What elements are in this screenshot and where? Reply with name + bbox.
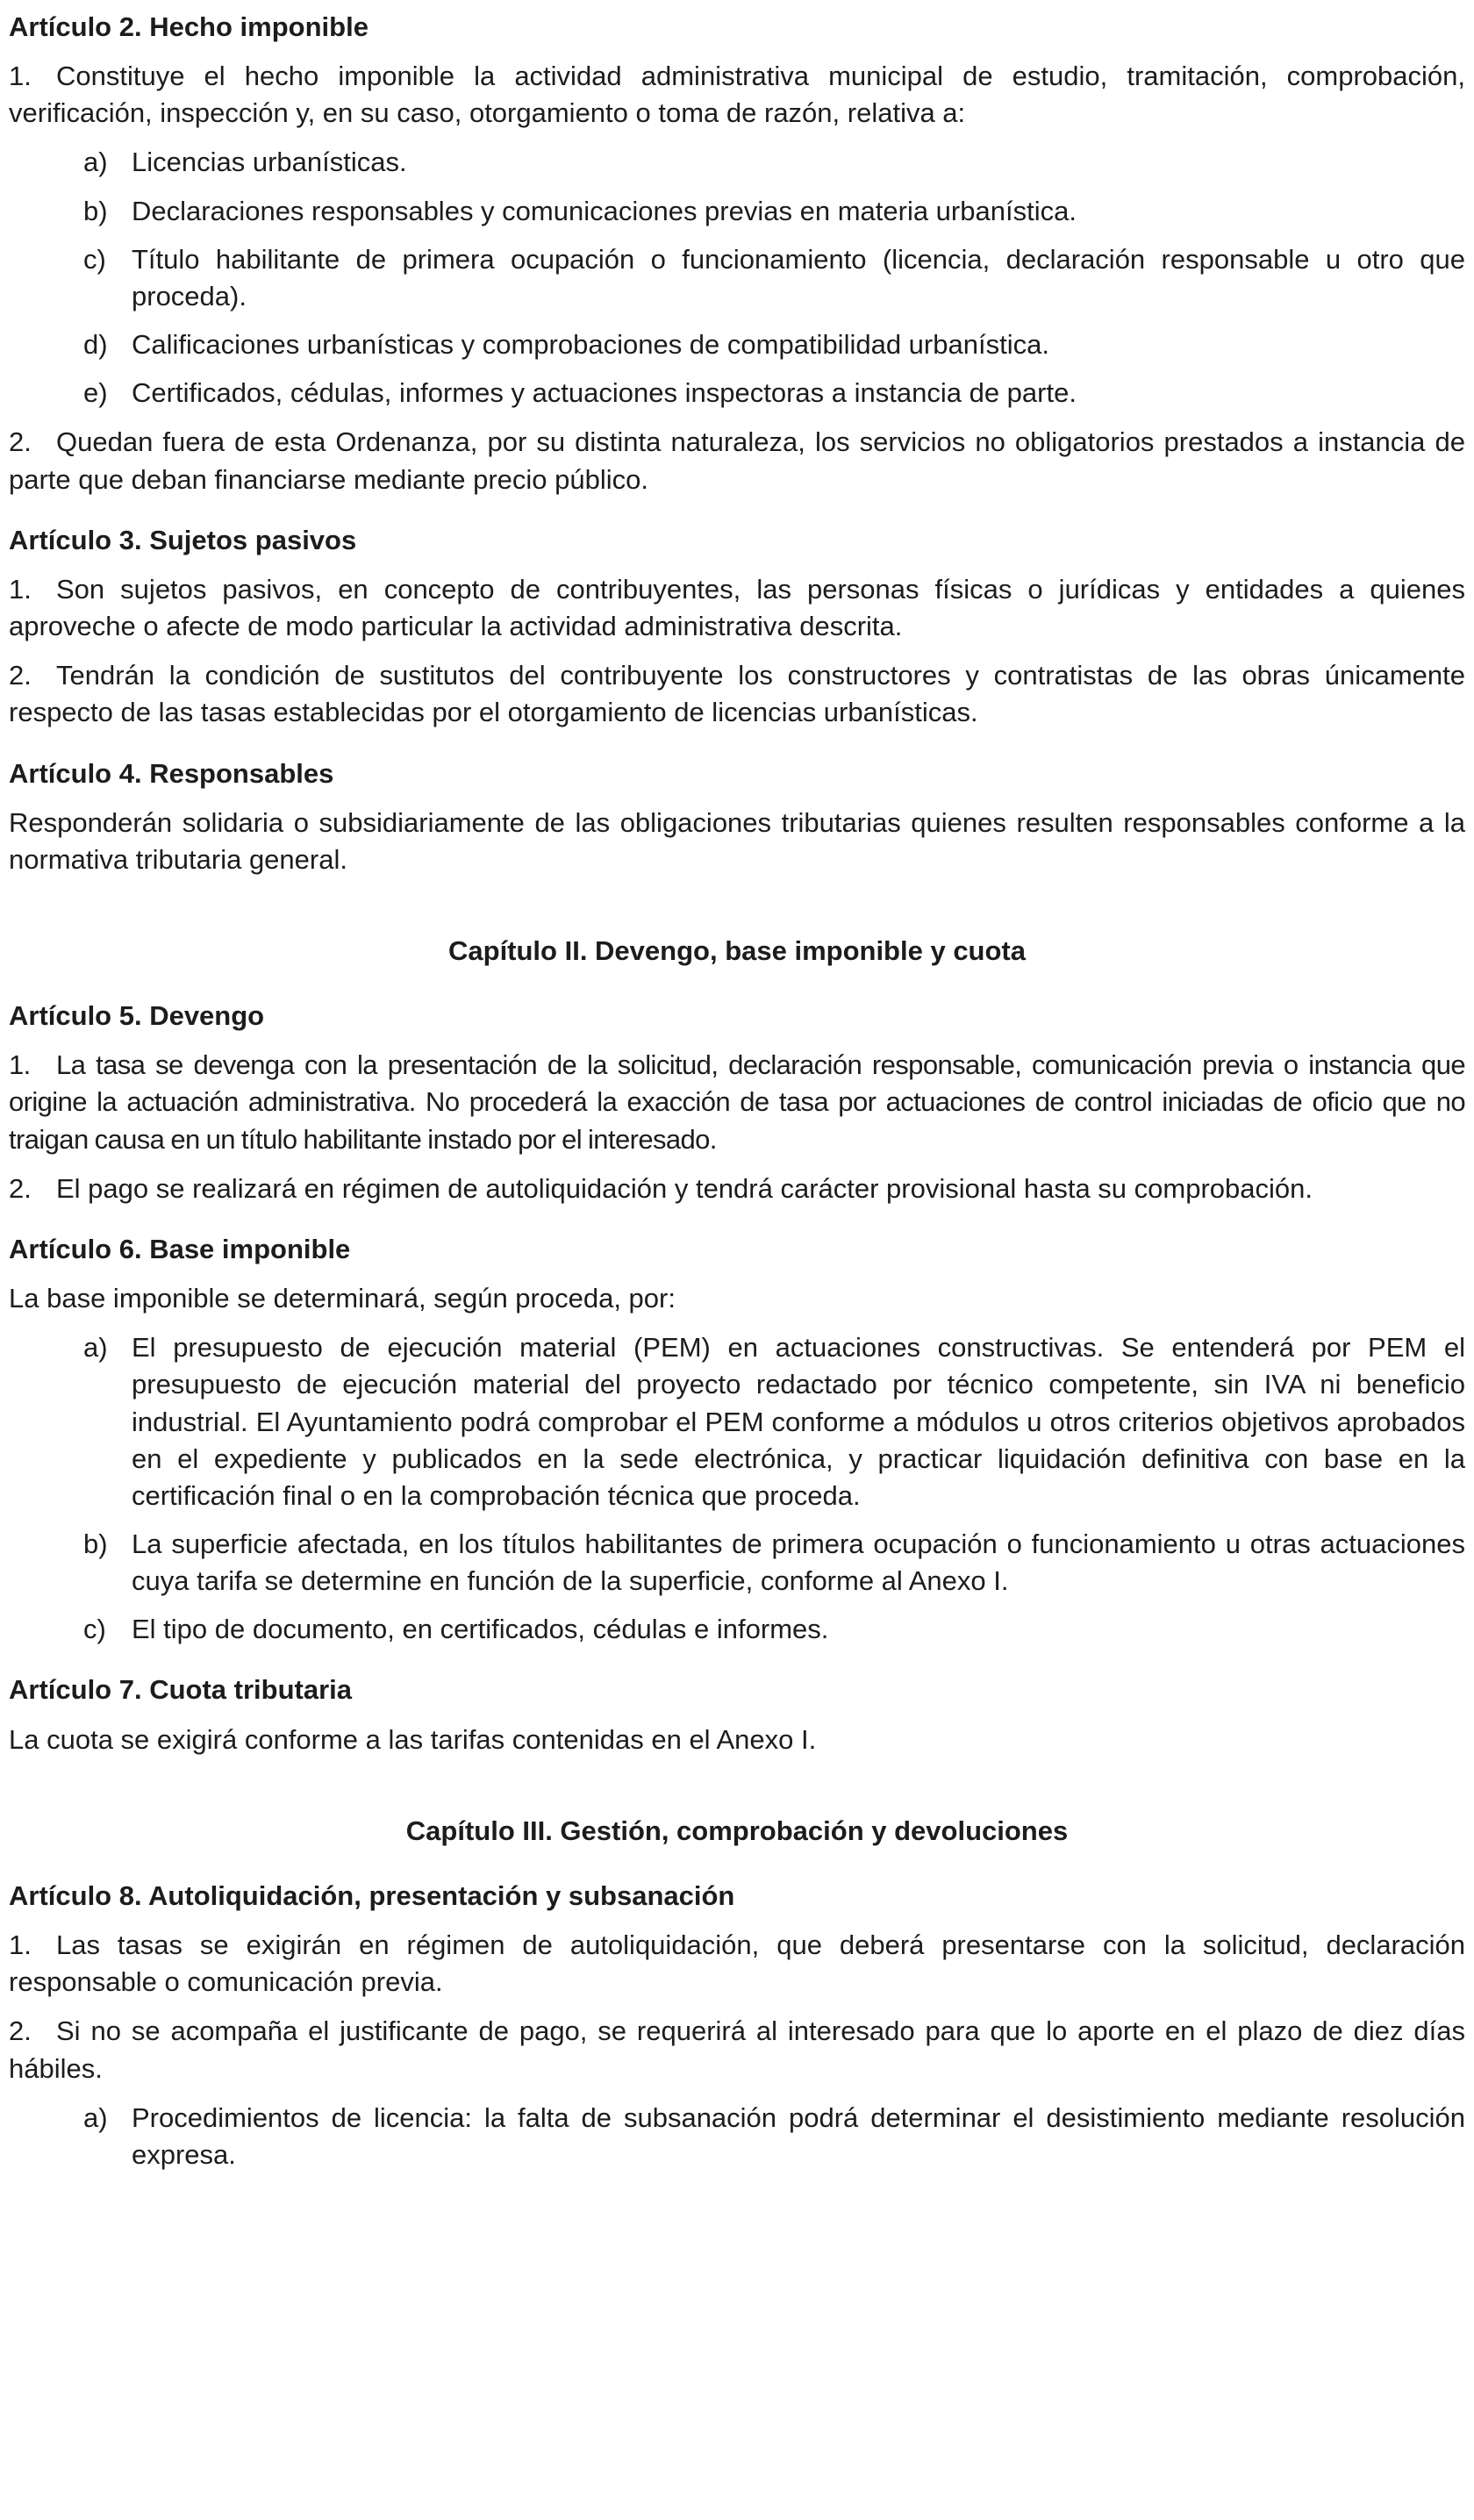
paragraph-number: 1.: [9, 1049, 31, 1081]
paragraph-number: 2.: [9, 2015, 32, 2047]
list-item-text: Procedimientos de licencia: la falta de subsanación podrá determinar el desistimiento mediante resolución expresa.: [132, 2101, 1465, 2170]
list-item-marker: b): [83, 195, 108, 226]
list-item-text: La superficie afectada, en los títulos habilitantes de primera ocupación o funcionamiento u otras actuaciones cuya tarifa se determine en función de la superficie, conforme al Anexo I.: [132, 1528, 1465, 1597]
paragraph-text: Son sujetos pasivos, en concepto de contribuyentes, las personas físicas o jurídicas y entidades a quienes aproveche o afecte de modo particular la actividad administrativa descrita.: [9, 573, 1465, 642]
list-item: [9, 193, 1465, 230]
chapter-heading: Capítulo II. Devengo, base imponible y cuota: [448, 934, 1026, 966]
list-item-text: Certificados, cédulas, informes y actuaciones inspectoras a instancia de parte.: [132, 377, 1077, 409]
list-item-marker: e): [83, 377, 108, 409]
paragraph-number: 1.: [9, 573, 32, 605]
article-heading: Artículo 5. Devengo: [9, 1000, 265, 1032]
paragraph-text: Constituye el hecho imponible la actividad administrativa municipal de estudio, tramitación, comprobación, verificación, inspección y, en su caso, otorgamiento o toma de razón, relativa a:: [9, 61, 1465, 129]
paragraph-text: Quedan fuera de esta Ordenanza, por su distinta naturaleza, los servicios no obligatorios prestados a instancia de parte que deban financiarse mediante precio público.: [9, 426, 1465, 495]
numbered-paragraph: [9, 657, 1465, 731]
numbered-paragraph: [9, 1171, 1465, 1207]
list-item: [9, 2100, 1465, 2173]
list-item: [9, 144, 1465, 181]
paragraph-text: Las tasas se exigirán en régimen de autoliquidación, que deberá presentarse con la solicitud, declaración responsable o comunicación previa.: [9, 1929, 1465, 1998]
chapter-heading: Capítulo III. Gestión, comprobación y devoluciones: [405, 1815, 1069, 1846]
list-item-text: El tipo de documento, en certificados, cédulas e informes.: [132, 1614, 829, 1645]
list-item: [9, 1329, 1465, 1514]
list-item-marker: a): [83, 147, 108, 178]
list-item-marker: c): [83, 1614, 106, 1645]
numbered-paragraph: [9, 1927, 1465, 2001]
numbered-paragraph: [9, 2013, 1465, 2087]
list-item-text: Título habilitante de primera ocupación o funcionamiento (licencia, declaración responsable u otro que proceda).: [132, 243, 1465, 311]
paragraph-number: 1.: [9, 1929, 32, 1961]
list-item-text: Calificaciones urbanísticas y comprobaciones de compatibilidad urbanística.: [132, 329, 1049, 361]
list-item-marker: c): [83, 243, 106, 275]
article-heading: Artículo 8. Autoliquidación, presentación y subsanación: [9, 1879, 735, 1911]
numbered-paragraph: [9, 571, 1465, 645]
paragraph: La cuota se exigirá conforme a las tarifas contenidas en el Anexo I.: [9, 1723, 817, 1755]
paragraph-number: 2.: [9, 1172, 32, 1204]
list-item: [9, 241, 1465, 315]
article-heading: Artículo 3. Sujetos pasivos: [9, 524, 357, 555]
paragraph-text: La tasa se devenga con la presentación de la solicitud, declaración responsable, comunicación previa o instancia que origine la actuación administrativa. No procederá la exacción de tasa por actuaciones de control iniciadas de oficio que no traigan causa en un título habilitante instado por el interesado.: [9, 1049, 1465, 1155]
numbered-paragraph: [9, 1047, 1465, 1157]
list-item-text: Declaraciones responsables y comunicaciones previas en materia urbanística.: [132, 195, 1077, 226]
list-item: [9, 375, 1465, 412]
paragraph: La base imponible se determinará, según proceda, por:: [9, 1283, 676, 1314]
paragraph-text: Tendrán la condición de sustitutos del contribuyente los constructores y contratistas de las obras únicamente respecto de las tasas establecidas por el otorgamiento de licencias urbanísticas.: [9, 660, 1465, 728]
numbered-paragraph: [9, 424, 1465, 498]
list-item: [9, 326, 1465, 363]
list-item-marker: a): [83, 1332, 108, 1364]
list-item-text: El presupuesto de ejecución material (PEM) en actuaciones constructivas. Se entenderá por PEM el presupuesto de ejecución material del proyecto redactado por técnico competente, sin IVA ni beneficio industrial. El Ayuntamiento podrá comprobar el PEM conforme a módulos u otros criterios objetivos aprobados en el expediente y publicados en la sede electrónica, y practicar liquidación definitiva con base en la certificación final o en la comprobación técnica que proceda.: [132, 1332, 1465, 1511]
list-item-marker: d): [83, 329, 108, 361]
paragraph-text: El pago se realizará en régimen de autoliquidación y tendrá carácter provisional hasta su comprobación.: [56, 1172, 1313, 1204]
paragraph-number: 2.: [9, 660, 32, 691]
document-content: [9, 9, 1465, 2173]
list-item: [9, 1611, 1465, 1648]
paragraph-text: Si no se acompaña el justificante de pago, se requerirá al interesado para que lo aporte en el plazo de diez días hábiles.: [9, 2015, 1465, 2084]
list-item-marker: a): [83, 2101, 108, 2133]
list-item-text: Licencias urbanísticas.: [132, 147, 407, 178]
article-heading: Artículo 6. Base imponible: [9, 1233, 351, 1264]
article-heading: Artículo 2. Hecho imponible: [9, 11, 368, 42]
paragraph-number: 2.: [9, 426, 32, 458]
article-heading: Artículo 4. Responsables: [9, 757, 334, 789]
paragraph-number: 1.: [9, 61, 32, 92]
list-item-marker: b): [83, 1528, 108, 1559]
list-item: [9, 1526, 1465, 1600]
paragraph: Responderán solidaria o subsidiariamente de las obligaciones tributarias quienes resulten responsables conforme a la normativa tributaria general.: [9, 806, 1465, 875]
numbered-paragraph: [9, 58, 1465, 132]
article-heading: Artículo 7. Cuota tributaria: [9, 1674, 352, 1706]
